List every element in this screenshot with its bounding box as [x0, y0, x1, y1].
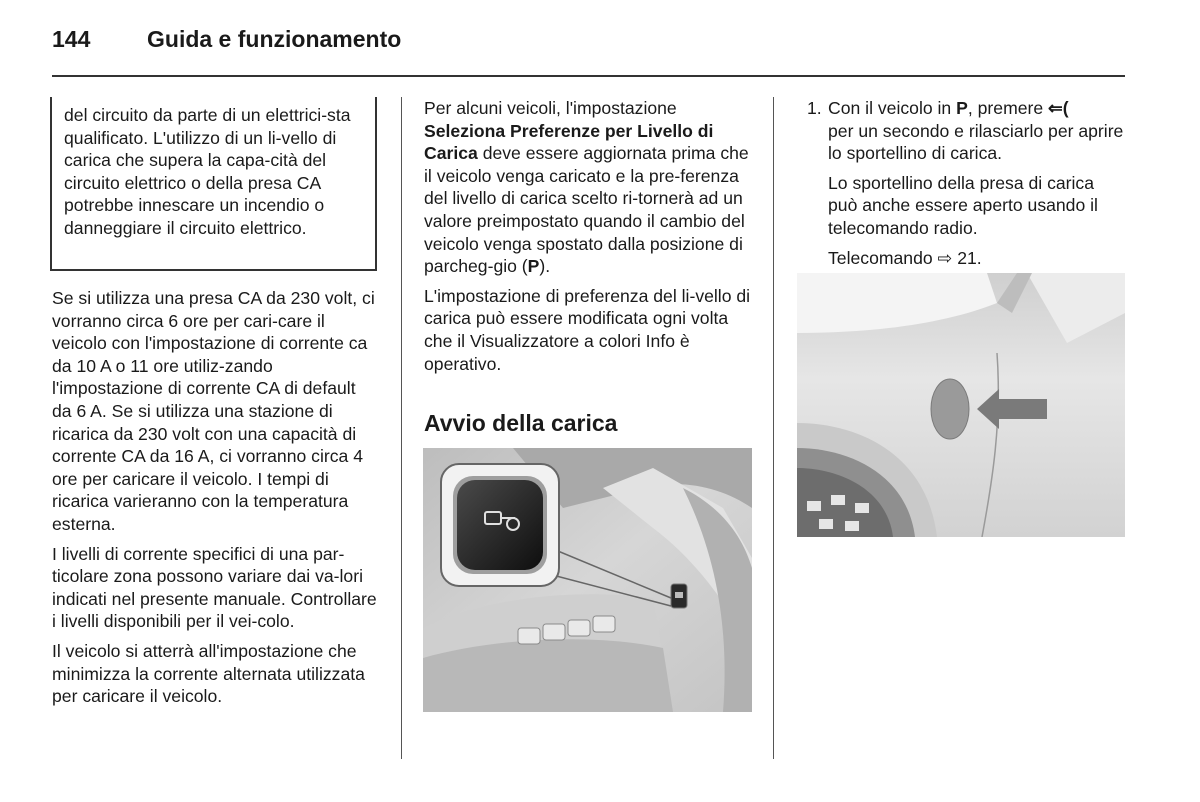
- paragraph: [424, 97, 754, 278]
- arrow-icon: ⇨: [937, 247, 953, 268]
- paragraph: Il veicolo si atterrà all'impostazione che minimizza la corrente alternata utilizzata per caricare il veicolo.: [52, 640, 365, 707]
- paragraph: L'impostazione di preferenza del li-vello di carica può essere modificata ogni volta che il Visualizzatore a colori Info è operativo.: [424, 285, 751, 374]
- paragraph: per un secondo e rilasciarlo per aprire lo sportellino di carica.: [828, 120, 1124, 164]
- page-title: Guida e funzionamento: [147, 26, 402, 52]
- header-rule: [52, 75, 1125, 77]
- paragraph: Lo sportellino della presa di carica può anche essere aperto usando il telecomando radio.: [828, 172, 1098, 238]
- gear-p: P: [956, 98, 968, 118]
- gear-p: P: [527, 256, 540, 277]
- charge-port-icon: ⇐(: [1048, 98, 1069, 118]
- text: ).: [539, 256, 551, 277]
- text: Per alcuni veicoli, l'impostazione: [424, 98, 677, 118]
- column-3: [807, 97, 1127, 269]
- charge-port-figure: [797, 273, 1125, 537]
- page-number: 144: [52, 26, 91, 52]
- page-ref: 21.: [957, 247, 982, 268]
- cross-reference: [807, 247, 1127, 270]
- step-number: 1.: [807, 98, 822, 118]
- warning-text: del circuito da parte di un elettrici-sta qualificato. L'utilizzo di un li-vello di carica che supera la capa-cità del circuito elettrico o della presa CA potrebbe innescare un incendio o danneggiare il circuito elettrico.: [64, 105, 351, 238]
- text: Con il veicolo in: [828, 98, 952, 118]
- text: deve essere aggiornata prima che il veicolo venga caricato e la pre-ferenza del livello di carica scelto ri-tornerà ad un valore preimpostato quando il cambio del veicolo venga spostato dalla posizione di parcheg-gio (: [424, 143, 749, 277]
- paragraph: Se si utilizza una presa CA da 230 volt, ci vorranno circa 6 ore per cari-care il veicolo con l'impostazione di corrente ca da 10 A o 11 ore utiliz-zando l'impostazione di corrente CA di default da 6 A. Se si utilizza una stazione di ricarica da 230 volt con una capacità di corrente CA da 16 A, ci vorranno circa 4 ore per caricare il veicolo. I tempi di ricarica varieranno con la temperatura esterna.: [52, 288, 375, 534]
- column-divider: [401, 97, 402, 759]
- paragraph: I livelli di corrente specifici di una par-ticolare zona possono variare dai va-lori indicati nel presente manuale. Controllare i livelli disponibili per il vei-colo.: [52, 543, 377, 632]
- warning-box: [50, 97, 377, 271]
- text: , premere: [967, 98, 1044, 118]
- text: Telecomando: [828, 247, 933, 268]
- step-1: [807, 97, 1127, 120]
- column-1: [52, 287, 378, 708]
- door-panel-figure: [423, 448, 752, 712]
- column-2: [424, 97, 754, 375]
- column-divider: [773, 97, 774, 759]
- setting-name: Seleziona Preferenze per Livello di Carica: [424, 120, 714, 164]
- section-title: Avvio della carica: [424, 410, 618, 436]
